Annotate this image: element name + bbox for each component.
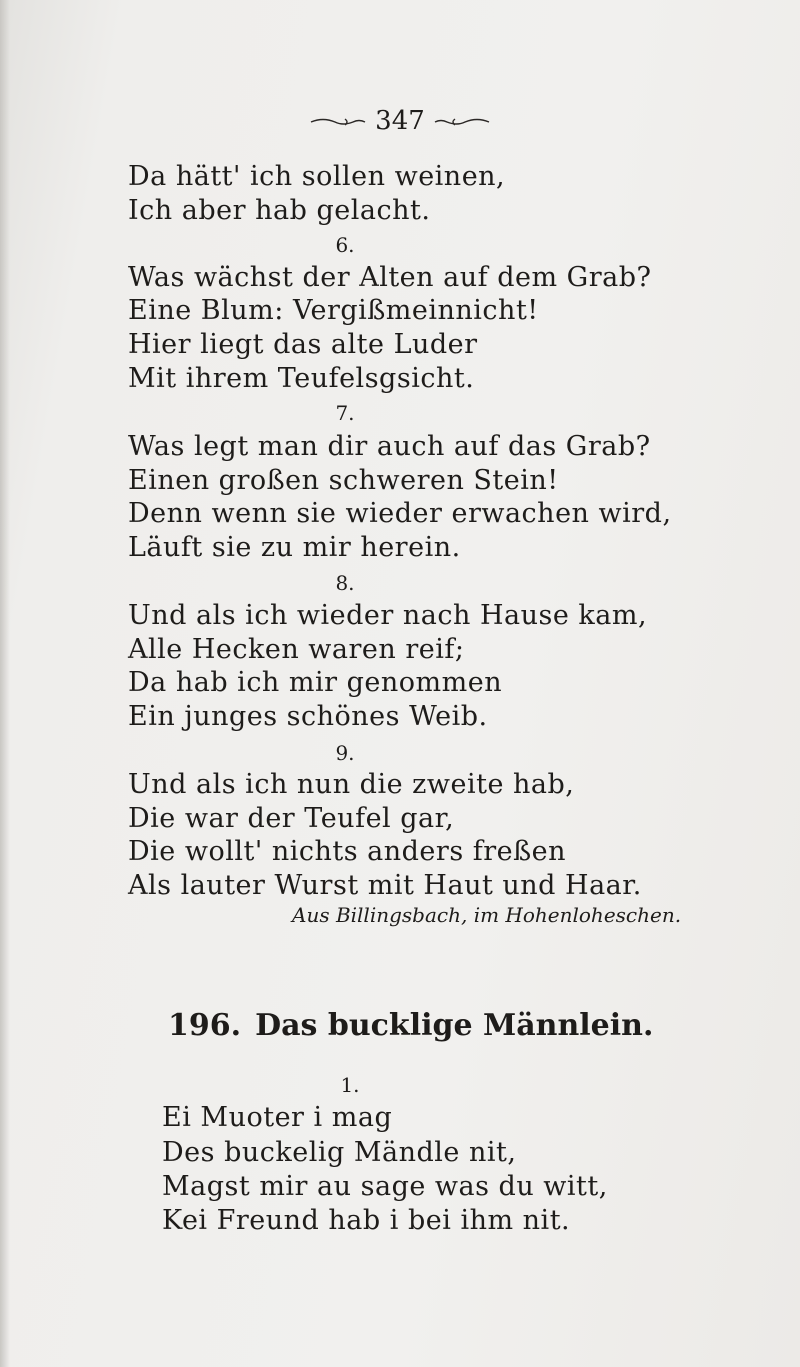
- verse-line: Eine Blum: Vergißmeinnicht!: [128, 295, 539, 326]
- verse-line: Alle Hecken waren reif;: [128, 634, 465, 665]
- page-number: 347: [375, 106, 425, 136]
- verse-line: Denn wenn sie wieder erwachen wird,: [128, 498, 672, 529]
- verse-line: Läuft sie zu mir herein.: [128, 532, 461, 563]
- stanza-number: 1.: [340, 1073, 360, 1097]
- verse-line: Und als ich wieder nach Hause kam,: [128, 600, 648, 631]
- stanza-number: 7.: [335, 401, 355, 425]
- verse-line: Was wächst der Alten auf dem Grab?: [128, 262, 652, 293]
- verse-line: Was legt man dir auch auf das Grab?: [128, 431, 651, 462]
- page-header: [0, 103, 800, 139]
- stanza-number: 8.: [335, 571, 355, 595]
- verse-line: Ich aber hab gelacht.: [128, 195, 431, 226]
- stanza-number: 6.: [335, 233, 355, 257]
- verse-line: Ei Muoter i mag: [162, 1102, 393, 1133]
- verse-line: Hier liegt das alte Luder: [128, 329, 478, 360]
- stanza-number: 9.: [335, 741, 355, 765]
- verse-line: Des buckelig Mändle nit,: [162, 1137, 517, 1168]
- song-title: Das bucklige Männlein.: [255, 1008, 654, 1043]
- verse-line: Da hab ich mir genommen: [128, 667, 503, 698]
- song-number: 196.: [168, 1008, 242, 1043]
- verse-line: Kei Freund hab i bei ihm nit.: [162, 1205, 571, 1236]
- verse-line: Ein junges schönes Weib.: [128, 701, 488, 732]
- source-attribution: Aus Billingsbach, im Hohenloheschen.: [292, 903, 682, 927]
- verse-line: Die war der Teufel gar,: [128, 803, 455, 834]
- verse-line: Mit ihrem Teufelsgsicht.: [128, 363, 475, 394]
- song-heading: [168, 1006, 653, 1046]
- verse-line: Und als ich nun die zweite hab,: [128, 769, 575, 800]
- left-ornament-icon: [309, 115, 367, 129]
- verse-line: Als lauter Wurst mit Haut und Haar.: [128, 870, 642, 901]
- verse-line: Magst mir au sage was du witt,: [162, 1171, 608, 1202]
- right-ornament-icon: [433, 115, 491, 129]
- verse-line: Die wollt' nichts anders freßen: [128, 836, 567, 867]
- verse-line: Da hätt' ich sollen weinen,: [128, 161, 506, 192]
- page-gutter-shadow: [0, 0, 10, 1367]
- verse-line: Einen großen schweren Stein!: [128, 465, 559, 496]
